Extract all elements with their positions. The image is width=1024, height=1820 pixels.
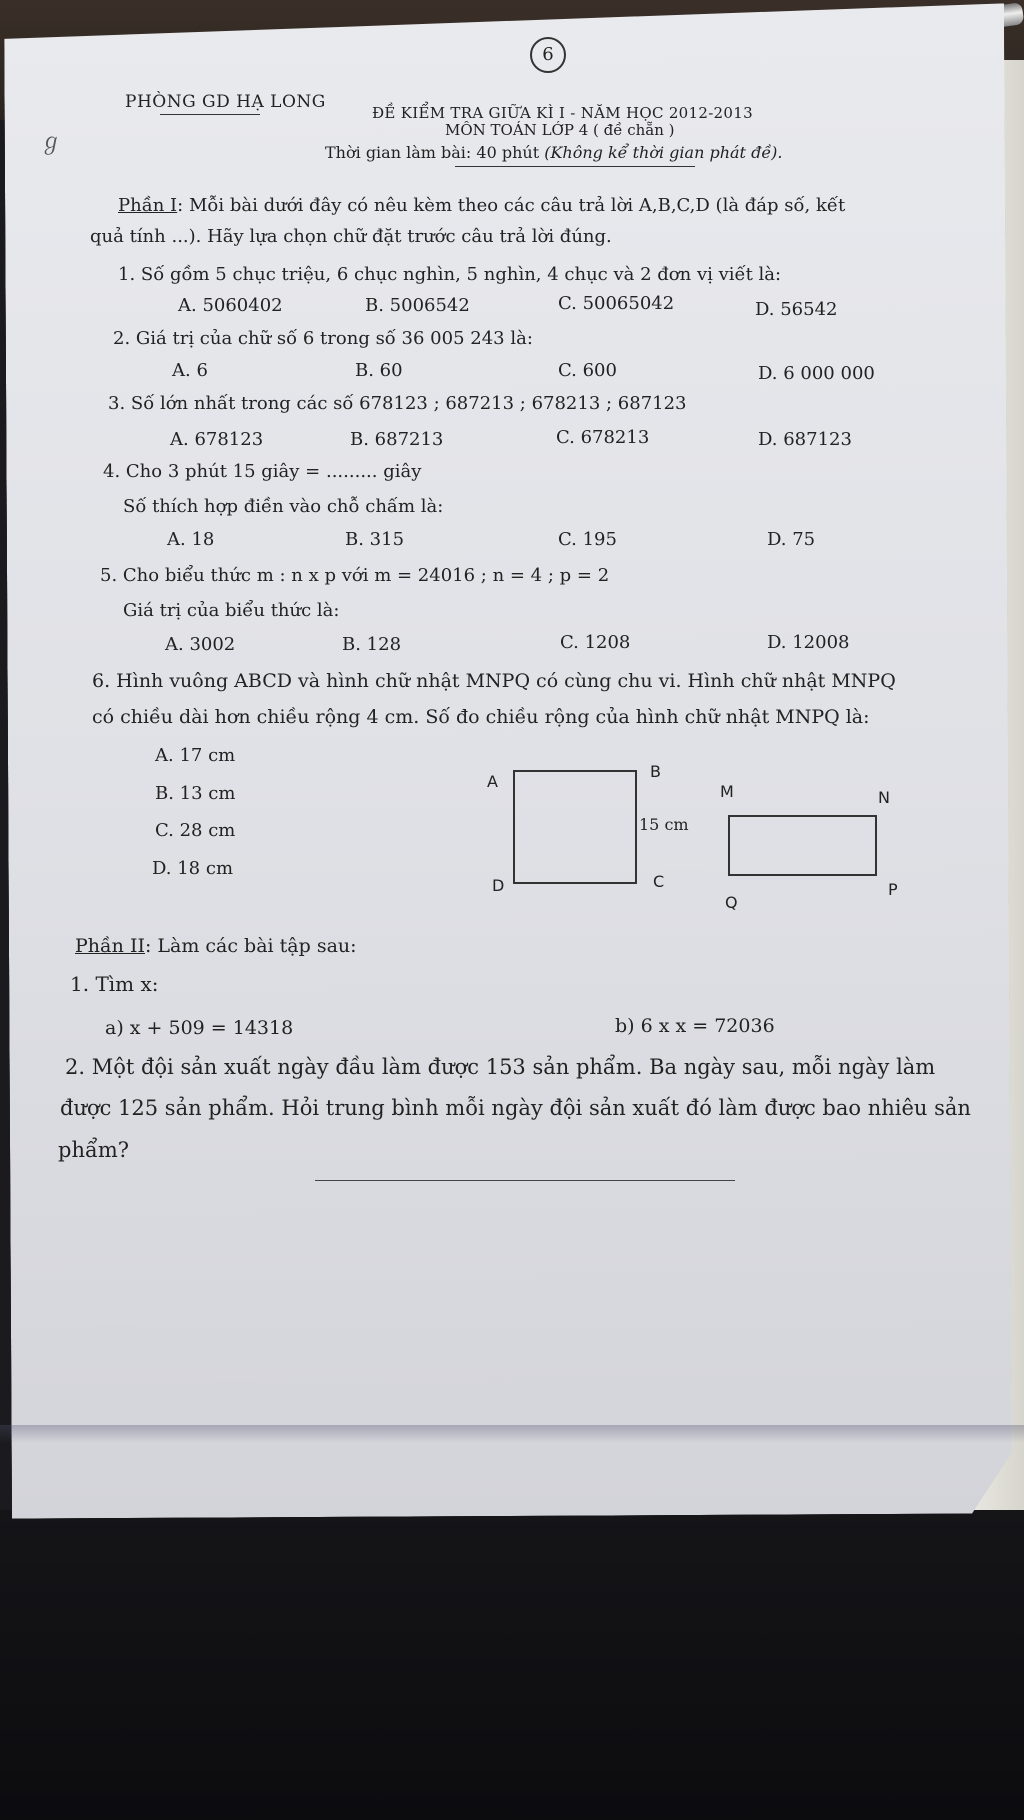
label-q: Q (725, 893, 738, 912)
side-length-label: 15 cm (639, 815, 689, 834)
label-p: P (888, 880, 898, 899)
question-4-subtext: Số thích hợp điền vào chỗ chấm là: (123, 496, 444, 517)
page-number: 6 (530, 37, 566, 73)
q4-option-b: B. 315 (345, 529, 405, 550)
department-underline (160, 114, 260, 115)
part1-instruction-line2: quả tính ...). Hãy lựa chọn chữ đặt trước câu trả lời đúng. (90, 226, 612, 247)
part1-heading: Phần I (118, 195, 178, 216)
square-abcd (513, 770, 637, 884)
part2-task1a: a) x + 509 = 14318 (105, 1017, 294, 1039)
q1-option-b: B. 5006542 (365, 295, 470, 316)
pen-scribble: ℊ (40, 130, 63, 155)
label-d: D (492, 876, 505, 895)
part2-heading: Phần II (75, 935, 145, 957)
question-5-subtext: Giá trị của biểu thức là: (123, 600, 340, 621)
question-4: 4. Cho 3 phút 15 giây = ......... giây (103, 461, 422, 482)
question-2: 2. Giá trị của chữ số 6 trong số 36 005 243 là: (113, 328, 533, 349)
q1-option-d: D. 56542 (755, 299, 838, 320)
q2-option-c: C. 600 (558, 360, 617, 381)
question-6-line1: 6. Hình vuông ABCD và hình chữ nhật MNPQ có cùng chu vi. Hình chữ nhật MNPQ (92, 670, 896, 692)
dark-table-surface (0, 1510, 1024, 1820)
q6-option-d: D. 18 cm (152, 858, 234, 879)
q4-option-a: A. 18 (167, 529, 215, 550)
part2-task2-line1: 2. Một đội sản xuất ngày đầu làm được 153 sản phẩm. Ba ngày sau, mỗi ngày làm (65, 1055, 936, 1079)
part2-task1: 1. Tìm x: (70, 972, 159, 996)
part2-task2-line3: phẩm? (58, 1138, 130, 1162)
rectangle-mnpq (728, 815, 877, 876)
part1-instruction-line1: Phần I: Mỗi bài dưới đây có nêu kèm theo các câu trả lời A,B,C,D (là đáp số, kết (118, 195, 846, 216)
answer-rule-line (315, 1180, 735, 1181)
question-3: 3. Số lớn nhất trong các số 678123 ; 687213 ; 678213 ; 687123 (108, 393, 687, 414)
q5-option-d: D. 12008 (767, 632, 850, 653)
exam-title: ĐỀ KIỂM TRA GIỮA KÌ I - NĂM HỌC 2012-2013 (372, 104, 753, 122)
question-5: 5. Cho biểu thức m : n x p với m = 24016 ; n = 4 ; p = 2 (100, 565, 610, 586)
label-c: C (653, 872, 665, 891)
label-m: M (720, 782, 734, 801)
q3-option-c: C. 678213 (556, 427, 650, 448)
part2-task1b: b) 6 x x = 72036 (615, 1015, 775, 1037)
q3-option-b: B. 687213 (350, 429, 444, 450)
q1-option-c: C. 50065042 (558, 293, 675, 314)
q4-option-c: C. 195 (558, 529, 617, 550)
time-prefix: Thời gian làm bài: 40 phút (325, 143, 540, 162)
label-n: N (878, 788, 890, 807)
part2-instruction: Phần II: Làm các bài tập sau: (75, 935, 357, 957)
q6-option-b: B. 13 cm (155, 783, 236, 804)
q4-option-d: D. 75 (767, 529, 816, 550)
label-a: A (487, 772, 498, 791)
q1-option-a: A. 5060402 (178, 295, 283, 316)
paper-edge-shadow (0, 1425, 1024, 1443)
exam-subject: MÔN TOÁN LỚP 4 ( đề chẵn ) (445, 121, 675, 139)
q2-option-a: A. 6 (172, 360, 208, 381)
part2-task2-line2: được 125 sản phẩm. Hỏi trung bình mỗi ngày đội sản xuất đó làm được bao nhiêu sản (60, 1096, 971, 1120)
question-1: 1. Số gồm 5 chục triệu, 6 chục nghìn, 5 nghìn, 4 chục và 2 đơn vị viết là: (118, 264, 782, 285)
time-underline (455, 166, 695, 167)
q6-option-c: C. 28 cm (155, 820, 236, 841)
q2-option-d: D. 6 000 000 (758, 363, 875, 384)
label-b: B (650, 762, 661, 781)
q5-option-a: A. 3002 (165, 634, 236, 655)
q6-option-a: A. 17 cm (155, 745, 236, 766)
exam-time (325, 143, 782, 162)
q3-option-a: A. 678123 (170, 429, 264, 450)
question-6-line2: có chiều dài hơn chiều rộng 4 cm. Số đo chiều rộng của hình chữ nhật MNPQ là: (92, 706, 870, 728)
department-name: PHÒNG GD HẠ LONG (125, 92, 326, 112)
q3-option-d: D. 687123 (758, 429, 852, 450)
q5-option-b: B. 128 (342, 634, 402, 655)
q2-option-b: B. 60 (355, 360, 403, 381)
q5-option-c: C. 1208 (560, 632, 631, 653)
time-note: (Không kể thời gian phát đề). (544, 143, 783, 162)
